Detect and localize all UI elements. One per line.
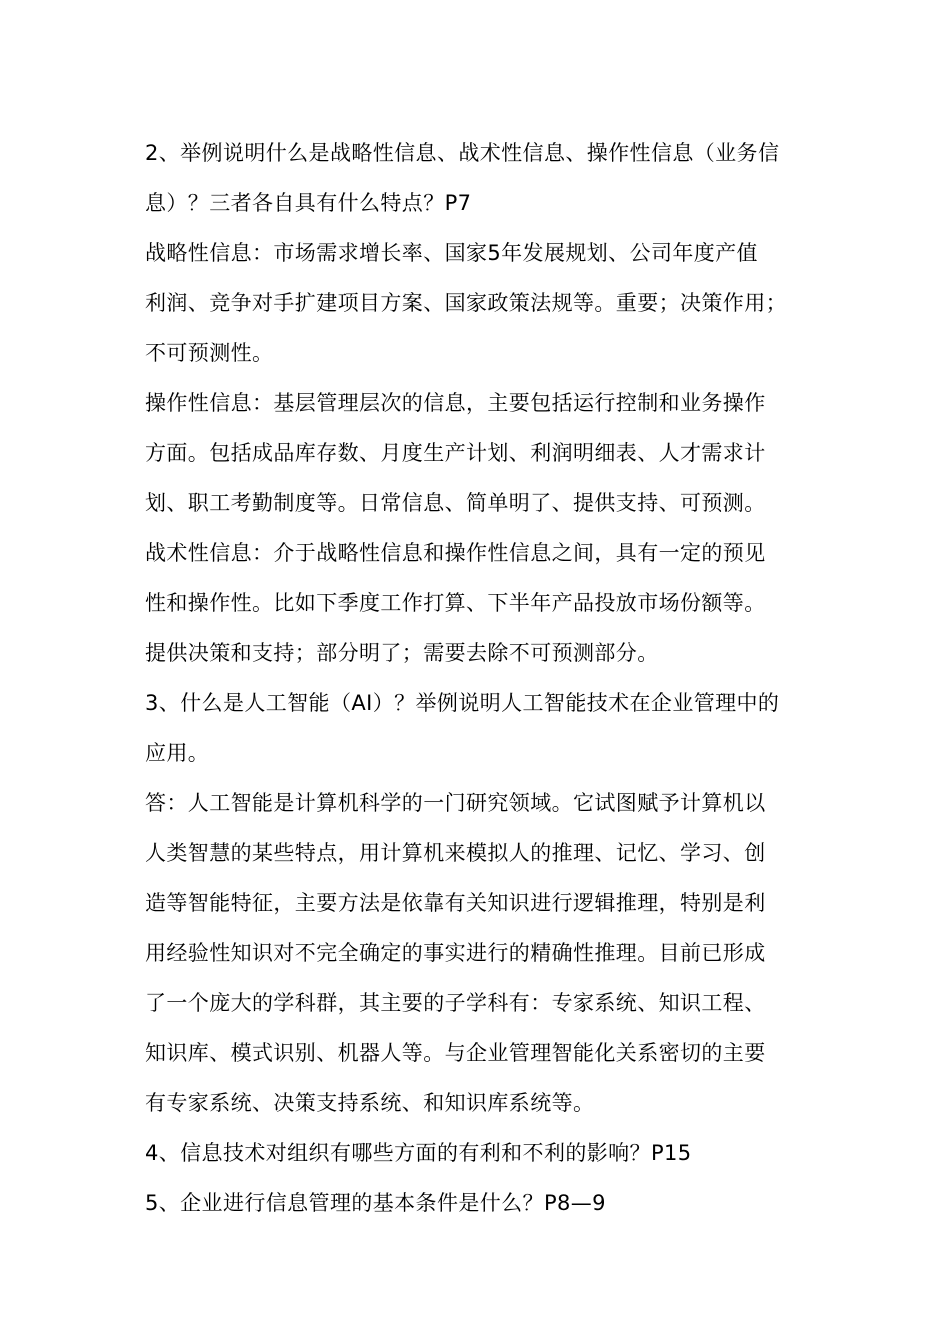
q3-answer-line-3: 造等智能特征，主要方法是依靠有关知识进行逻辑推理，特别是利: [145, 891, 766, 915]
tactical-info-line-2: 性和操作性。比如下季度工作打算、下半年产品投放市场份额等。: [145, 591, 766, 615]
tactical-info-line-3: 提供决策和支持；部分明了；需要去除不可预测部分。: [145, 641, 659, 665]
operational-info-line-1: 操作性信息：基层管理层次的信息，主要包括运行控制和业务操作: [145, 391, 766, 415]
q4-question-line: 4、信息技术对组织有哪些方面的有利和不利的影响？P15: [145, 1141, 692, 1165]
strategic-info-line-1: 战略性信息：市场需求增长率、国家5年发展规划、公司年度产值: [145, 241, 758, 265]
q3-question-line-1: 3、什么是人工智能（AI）？举例说明人工智能技术在企业管理中的: [145, 691, 780, 715]
strategic-info-line-2: 利润、竞争对手扩建项目方案、国家政策法规等。重要；决策作用；: [145, 291, 787, 315]
q3-answer-line-4: 用经验性知识对不完全确定的事实进行的精确性推理。目前已形成: [145, 941, 766, 965]
q2-question-line-2: 息）？三者各自具有什么特点？P7: [145, 191, 472, 215]
tactical-info-line-1: 战术性信息：介于战略性信息和操作性信息之间，具有一定的预见: [145, 541, 766, 565]
strategic-info-line-3: 不可预测性。: [145, 341, 274, 365]
q3-answer-line-6: 知识库、模式识别、机器人等。与企业管理智能化关系密切的主要: [145, 1041, 766, 1065]
operational-info-line-2: 方面。包括成品库存数、月度生产计划、利润明细表、人才需求计: [145, 441, 766, 465]
document-body: [145, 128, 825, 1228]
q2-question-line-1: 2、举例说明什么是战略性信息、战术性信息、操作性信息（业务信: [145, 141, 780, 165]
q3-question-line-2: 应用。: [145, 741, 210, 765]
q3-answer-line-5: 了一个庞大的学科群，其主要的子学科有：专家系统、知识工程、: [145, 991, 766, 1015]
q3-answer-line-7: 有专家系统、决策支持系统、和知识库系统等。: [145, 1091, 595, 1115]
q3-answer-line-2: 人类智慧的某些特点，用计算机来模拟人的推理、记忆、学习、创: [145, 841, 766, 865]
operational-info-line-3: 划、职工考勤制度等。日常信息、简单明了、提供支持、可预测。: [145, 491, 766, 515]
q3-answer-line-1: 答：人工智能是计算机科学的一门研究领域。它试图赋予计算机以: [145, 791, 766, 815]
q5-question-line: 5、企业进行信息管理的基本条件是什么？P8—9: [145, 1191, 606, 1215]
